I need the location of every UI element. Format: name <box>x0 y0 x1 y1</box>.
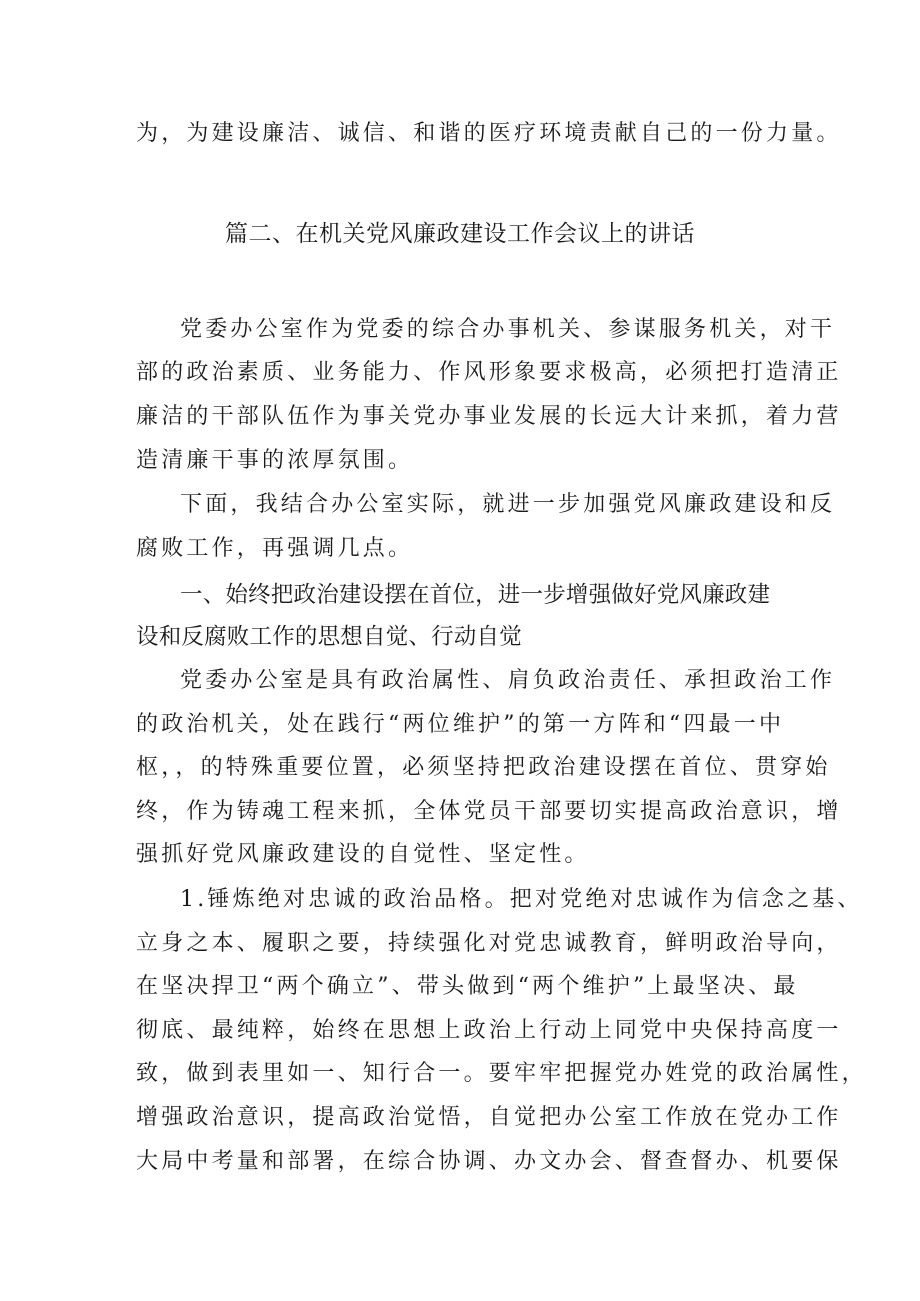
paragraph-line: 枢，，的特殊重要位置，必须坚持把政治建设摆在首位、贯穿始 <box>136 755 831 780</box>
section-title: 篇二、在机关党风廉政建设工作会议上的讲话 <box>225 221 695 247</box>
paragraph-line: 廉洁的干部队伍作为事关党办事业发展的长远大计来抓，着力营 <box>136 404 842 429</box>
paragraph-line: 致，做到表里如一、知行合一。要牢牢把握党办姓党的政治属性， <box>136 1061 867 1086</box>
paragraph-line: 下面，我结合办公室实际，就进一步加强党风廉政建设和反 <box>180 492 836 517</box>
paragraph-line: 腐败工作，再强调几点。 <box>136 536 414 561</box>
paragraph-line: 增强政治意识，提高政治觉悟，自觉把办公室工作放在党办工作 <box>136 1105 842 1130</box>
paragraph-line: 党委办公室作为党委的综合办事机关、参谋服务机关，对干 <box>180 317 836 342</box>
paragraph-line: 部的政治素质、业务能力、作风形象要求极高，必须把打造清正 <box>136 360 842 385</box>
paragraph-line: 在坚决捍卫“两个确立”、带头做到“两个维护”上最坚决、最 <box>136 974 799 999</box>
paragraph-line: 1.锤炼绝对忠诚的政治品格。把对党绝对忠诚作为信念之基、 <box>180 887 863 912</box>
section-heading: 一、始终把政治建设摆在首位，进一步增强做好党风廉政建 <box>180 582 771 608</box>
paragraph-line: 立身之本、履职之要，持续强化对党忠诚教育，鲜明政治导向， <box>136 931 842 956</box>
paragraph-line: 彻底、最纯粹，始终在思想上政治上行动上同党中央保持高度一 <box>136 1018 842 1043</box>
paragraph-line: 大局中考量和部署，在综合协调、办文办会、督查督办、机要保 <box>136 1149 842 1174</box>
section-heading: 设和反腐败工作的思想自觉、行动自觉 <box>136 624 522 650</box>
paragraph-line: 为，为建设廉洁、诚信、和谐的医疗环境责献自己的一份力量。 <box>136 121 842 146</box>
paragraph-line: 的政治机关，处在践行“两位维护”的第一方阵和“四最一中 <box>136 712 785 737</box>
paragraph-line: 终，作为铸魂工程来抓，全体党员干部要切实提高政治意识，增 <box>136 799 842 824</box>
paragraph-line: 党委办公室是具有政治属性、肩负政治责任、承担政治工作 <box>180 668 836 693</box>
paragraph-line: 强抓好党风廉政建设的自觉性、坚定性。 <box>136 842 590 867</box>
paragraph-line: 造清廉干事的浓厚氛围。 <box>136 448 414 473</box>
